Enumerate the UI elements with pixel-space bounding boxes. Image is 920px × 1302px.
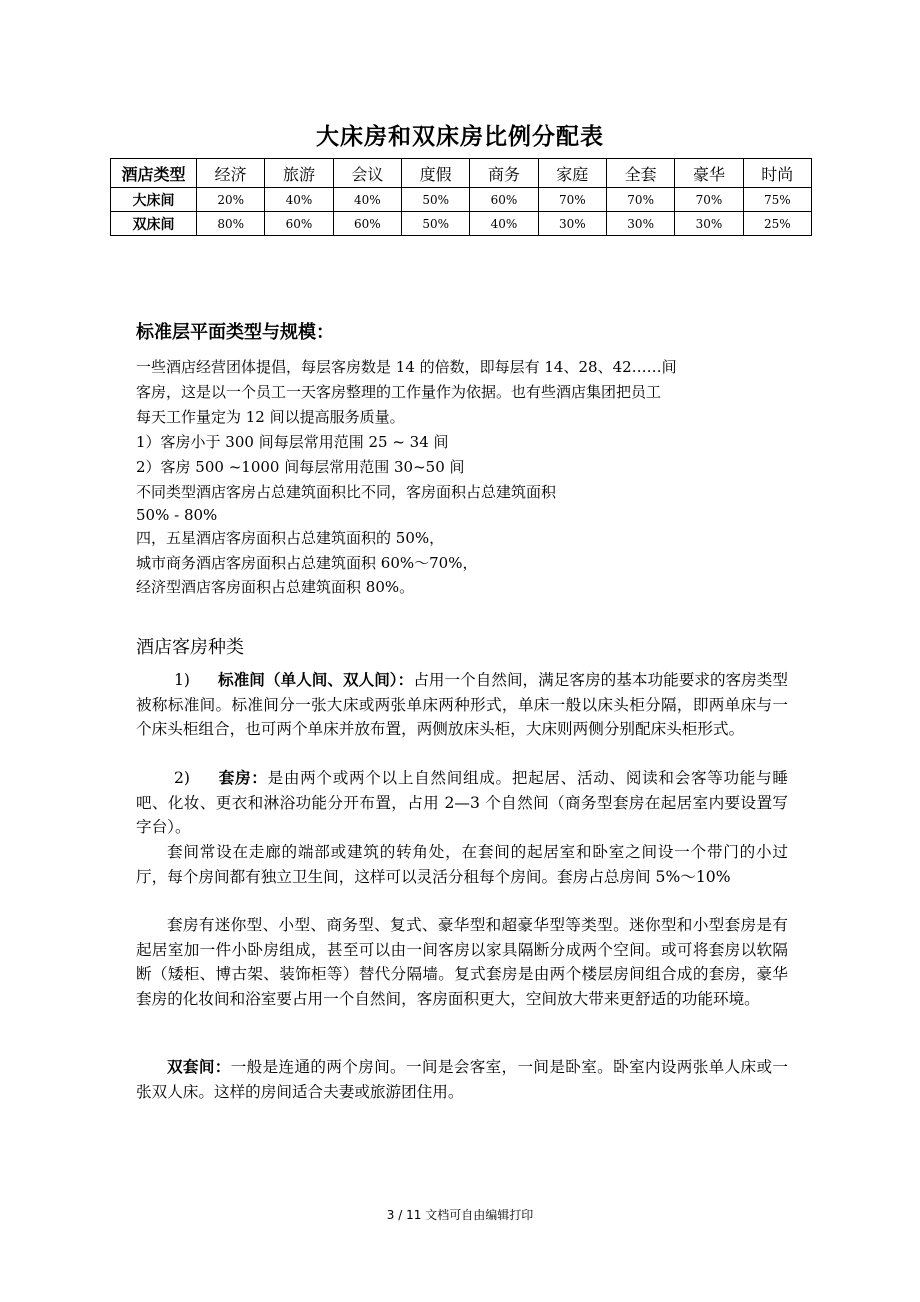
table-cell: 40% [265, 188, 333, 212]
table-header-cell: 酒店类型 [111, 159, 197, 188]
text-line: 一些酒店经营团体提倡，每层客房数是 14 的倍数，即每层有 14、28、42……间 [136, 358, 677, 376]
table-cell: 25% [743, 212, 811, 236]
table-cell: 40% [333, 188, 401, 212]
list-number: 1) [174, 671, 191, 689]
page-footer: 3 / 11 文档可自由编辑打印 [386, 1208, 534, 1222]
text-line: 50% - 80% [136, 506, 218, 524]
text-line: 每天工作量定为 12 间以提高服务质量。 [136, 408, 405, 426]
text-line: 客房，这是以一个员工一天客房整理的工作量作为依据。也有些酒店集团把员工 [136, 383, 662, 401]
table-cell: 80% [197, 212, 265, 236]
table-row [111, 188, 812, 212]
table-cell: 60% [265, 212, 333, 236]
table-cell: 75% [743, 188, 811, 212]
table-header-row [111, 159, 812, 188]
table-header-cell: 旅游 [265, 159, 333, 188]
text-line: 四，五星酒店客房面积占总建筑面积的 50%， [136, 529, 445, 547]
table-cell: 30% [606, 212, 674, 236]
paragraph-double-suite [136, 1055, 788, 1104]
text-line: 1）客房小于 300 间每层常用范围 25 ~ 34 间 [136, 433, 449, 451]
table-header-cell: 家庭 [538, 159, 606, 188]
section-heading-layout: 标准层平面类型与规模： [136, 322, 334, 343]
paragraph-text: 占用一个自然间，满足客房的基本功能要求的客房类型被称标准间。标准间分一张大床或两张单床两种形式，单床一般以床头柜分隔，即两单床与一个床头柜组合，也可两个单床并放布置，两侧放床头柜，大床则两侧分别配床头柜形式。 [136, 671, 788, 738]
table-header-cell: 全套 [606, 159, 674, 188]
table-cell: 30% [675, 212, 743, 236]
section-heading-room-types: 酒店客房种类 [136, 637, 244, 658]
table-cell: 70% [538, 188, 606, 212]
table-header-cell: 时尚 [743, 159, 811, 188]
table-cell: 60% [470, 188, 538, 212]
term-suite: 套房： [218, 768, 268, 787]
paragraph-standard-room [136, 668, 788, 742]
table-header-cell: 商务 [470, 159, 538, 188]
table-cell: 70% [606, 188, 674, 212]
table-cell: 40% [470, 212, 538, 236]
table-cell: 50% [401, 188, 469, 212]
paragraph-suite-layout: 套间常设在走廊的端部或建筑的转角处，在套间的起居室和卧室之间设一个带门的小过厅，每个房间都有独立卫生间，这样可以灵活分租每个房间。套房占总房间 5%～10% [136, 843, 788, 886]
text-line: 不同类型酒店客房占总建筑面积比不同，客房面积占总建筑面积 [136, 483, 557, 501]
table-cell: 30% [538, 212, 606, 236]
paragraph-text: 一般是连通的两个房间。一间是会客室，一间是卧室。卧室内设两张单人床或一张双人床。这样的房间适合夫妻或旅游团住用。 [136, 1058, 788, 1101]
text-line: 经济型酒店客房面积占总建筑面积 80%。 [136, 578, 415, 596]
table-cell: 50% [401, 212, 469, 236]
table-cell: 20% [197, 188, 265, 212]
paragraph-suite [136, 766, 788, 840]
table-header-cell: 会议 [333, 159, 401, 188]
room-ratio-table [110, 158, 812, 236]
table-header-cell: 度假 [401, 159, 469, 188]
table-cell: 70% [675, 188, 743, 212]
table-header-cell: 豪华 [675, 159, 743, 188]
table-cell: 60% [333, 212, 401, 236]
row-label: 双床间 [111, 212, 197, 236]
paragraph-suite-types: 套房有迷你型、小型、商务型、复式、豪华型和超豪华型等类型。迷你型和小型套房是有起居室加一件小卧房组成，甚至可以由一间客房以家具隔断分成两个空间。或可将套房以软隔断（矮柜、博古架、装饰柜等）替代分隔墙。复式套房是由两个楼层房间组合成的套房，豪华套房的化妆间和浴室要占用一个自然间，客房面积更大，空间放大带来更舒适的功能环境。 [136, 916, 788, 1008]
table-header-cell: 经济 [197, 159, 265, 188]
term-double-suite: 双套间： [167, 1057, 231, 1076]
table-row [111, 212, 812, 236]
row-label: 大床间 [111, 188, 197, 212]
term-standard-room: 标准间（单人间、双人间）： [218, 670, 414, 689]
text-line: 2）客房 500 ~1000 间每层常用范围 30~50 间 [136, 458, 465, 476]
text-line: 城市商务酒店客房面积占总建筑面积 60%～70%， [136, 554, 478, 572]
paragraph-text: 是由两个或两个以上自然间组成。把起居、活动、阅读和会客等功能与睡吧、化妆、更衣和淋浴功能分开布置，占用 2—3 个自然间（商务型套房在起居室内要设置写字台）。 [136, 769, 788, 836]
list-number: 2) [174, 769, 191, 787]
document-title: 大床房和双床房比例分配表 [316, 124, 604, 150]
